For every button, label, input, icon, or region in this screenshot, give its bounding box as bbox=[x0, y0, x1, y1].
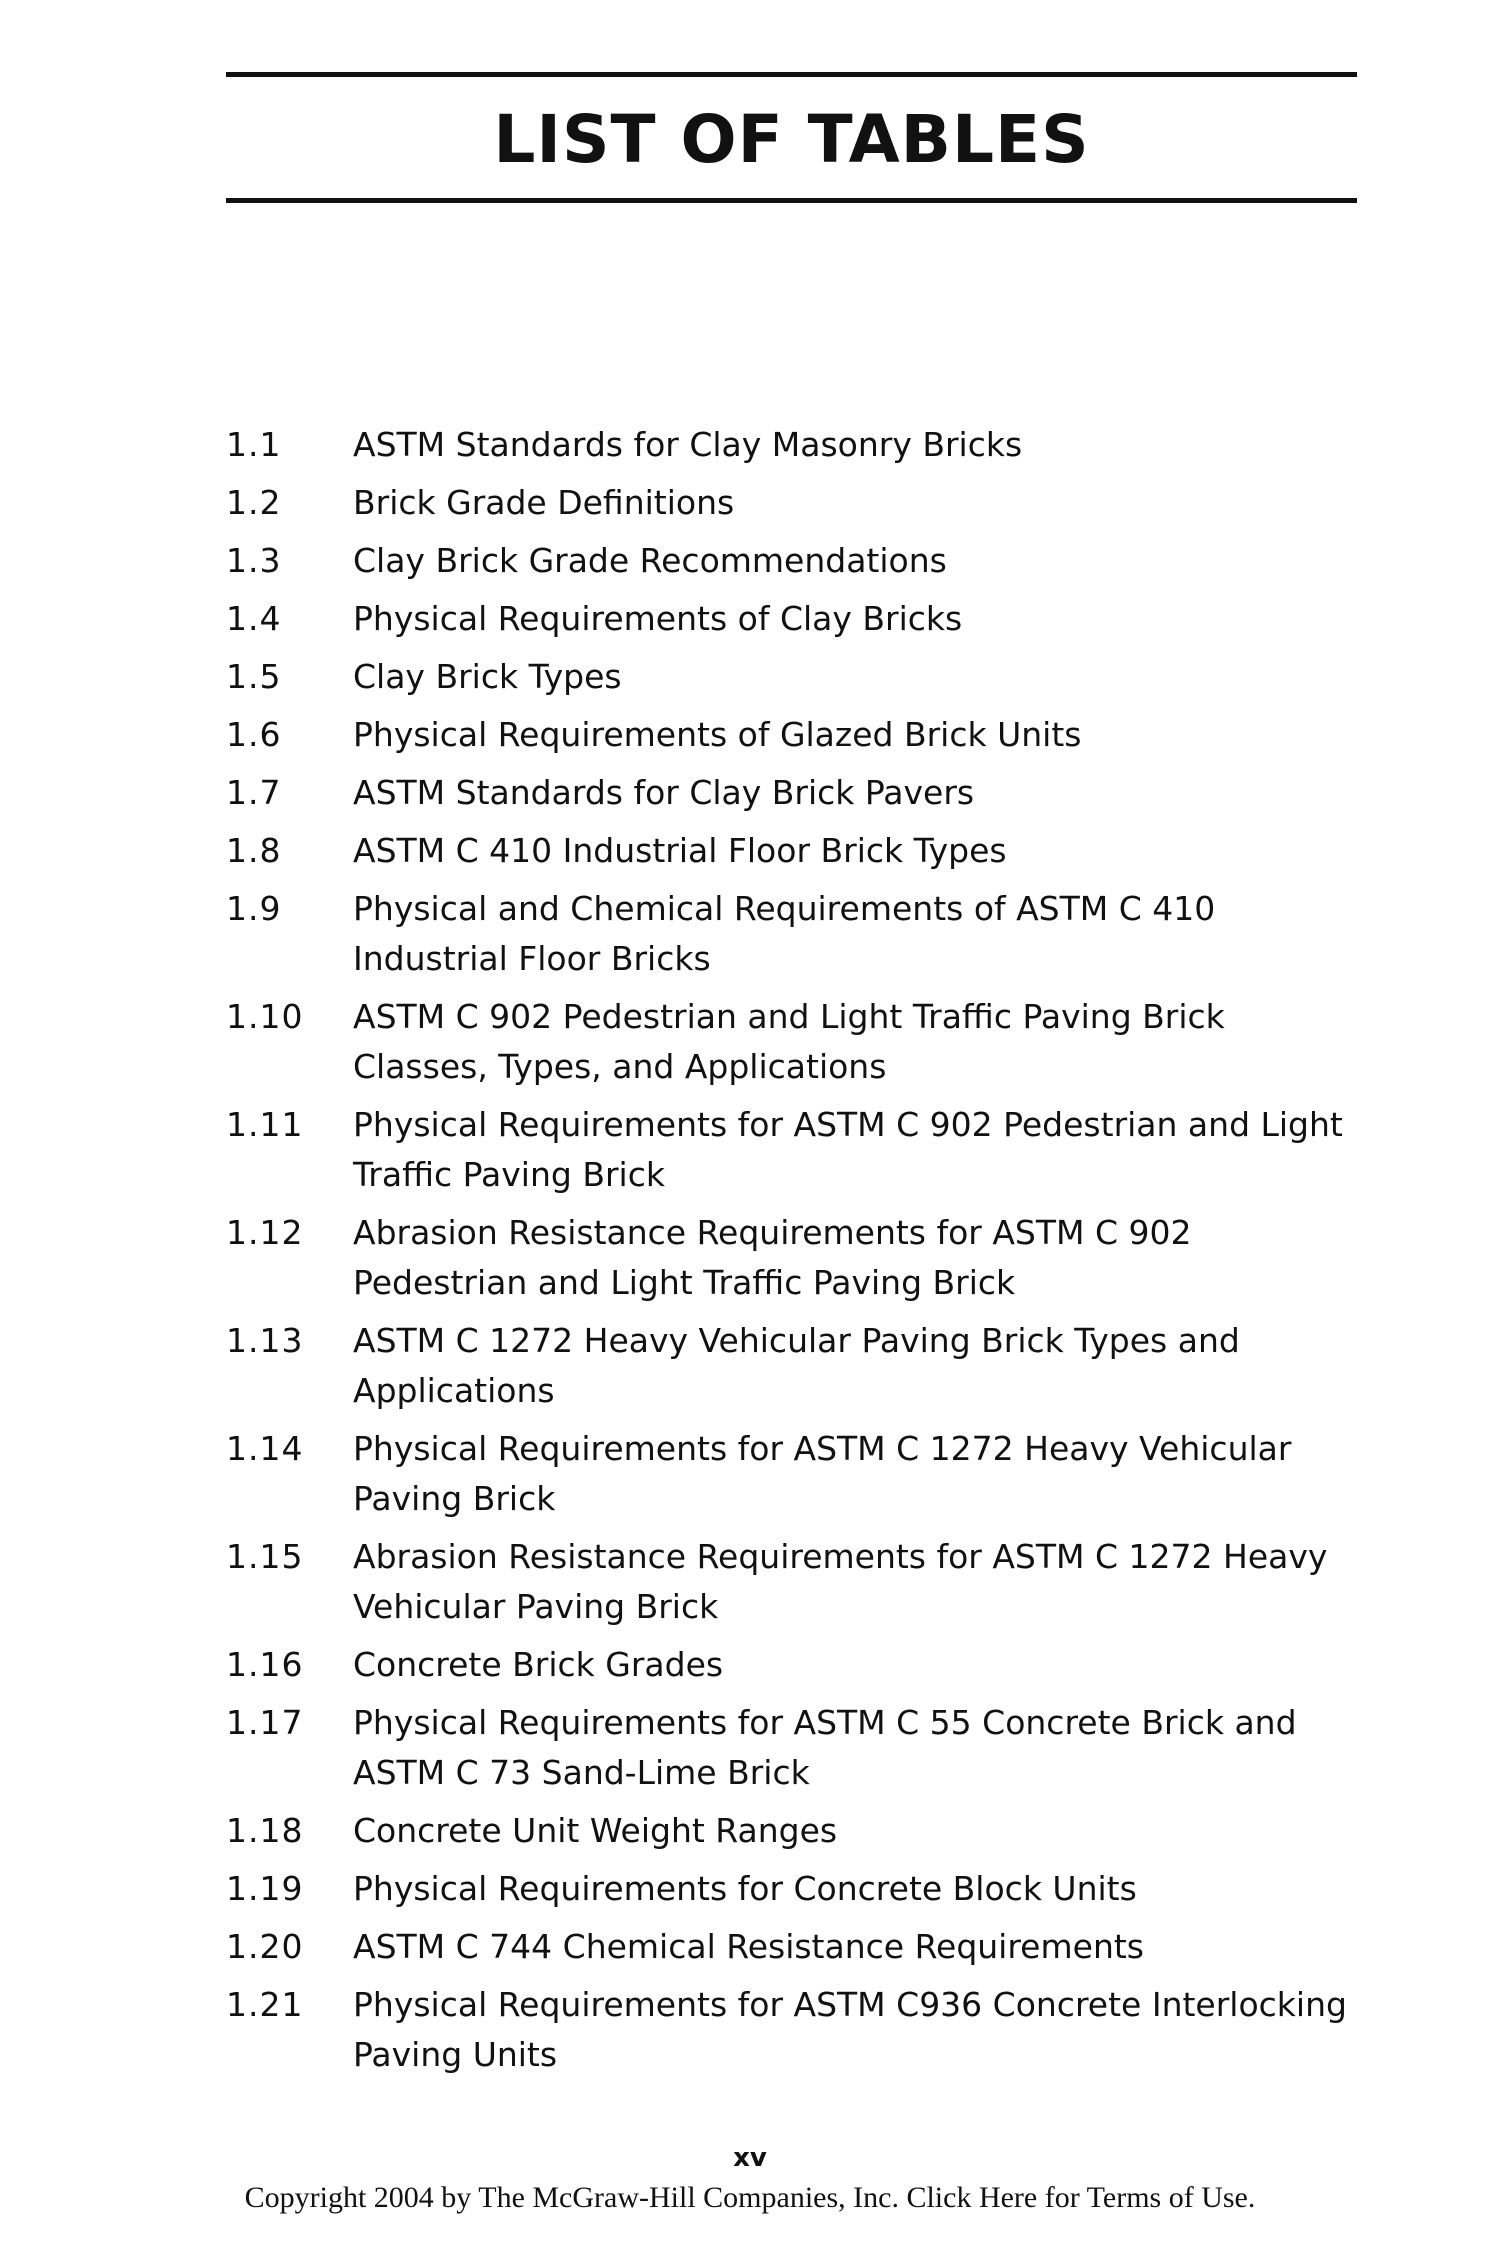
table-number: 1.12 bbox=[226, 1213, 304, 1252]
toc-entry[interactable] bbox=[226, 594, 1356, 644]
table-title: Concrete Brick Grades bbox=[353, 1645, 724, 1684]
table-number: 1.3 bbox=[226, 541, 282, 580]
table-number: 1.2 bbox=[226, 483, 282, 522]
table-number: 1.8 bbox=[226, 831, 282, 870]
table-number: 1.18 bbox=[226, 1811, 304, 1850]
table-number: 1.9 bbox=[226, 889, 282, 928]
toc-entry[interactable] bbox=[226, 1424, 1356, 1524]
table-title: ASTM Standards for Clay Masonry Bricks bbox=[353, 425, 1023, 464]
table-title: Physical Requirements for ASTM C 902 Pedestrian and Light Traffic Paving Brick bbox=[353, 1105, 1343, 1194]
table-title: Physical Requirements for ASTM C 55 Concrete Brick and ASTM C 73 Sand-Lime Brick bbox=[353, 1703, 1297, 1792]
page-title: LIST OF TABLES bbox=[493, 101, 1090, 178]
toc-entry[interactable] bbox=[226, 1640, 1356, 1690]
toc-entry[interactable] bbox=[226, 652, 1356, 702]
table-number: 1.6 bbox=[226, 715, 282, 754]
toc-entry[interactable] bbox=[226, 992, 1356, 1092]
table-title: Physical and Chemical Requirements of ASTM C 410 Industrial Floor Bricks bbox=[353, 889, 1216, 978]
toc-entry[interactable] bbox=[226, 884, 1356, 984]
toc-entry[interactable] bbox=[226, 826, 1356, 876]
toc-entry[interactable] bbox=[226, 1980, 1356, 2080]
table-title: ASTM C 410 Industrial Floor Brick Types bbox=[353, 831, 1007, 870]
table-title: Concrete Unit Weight Ranges bbox=[353, 1811, 838, 1850]
toc-entry[interactable] bbox=[226, 1532, 1356, 1632]
copyright-notice-link[interactable]: Copyright 2004 by The McGraw-Hill Companies, Inc. Click Here for Terms of Use. bbox=[244, 2181, 1256, 2214]
table-title: Physical Requirements for ASTM C936 Concrete Interlocking Paving Units bbox=[353, 1985, 1347, 2074]
table-title: Clay Brick Types bbox=[353, 657, 622, 696]
table-number: 1.5 bbox=[226, 657, 282, 696]
toc-entry[interactable] bbox=[226, 710, 1356, 760]
table-number: 1.13 bbox=[226, 1321, 304, 1360]
toc-entry[interactable] bbox=[226, 1100, 1356, 1200]
table-title: Clay Brick Grade Recommendations bbox=[353, 541, 947, 580]
toc-entry[interactable] bbox=[226, 1208, 1356, 1308]
table-number: 1.11 bbox=[226, 1105, 304, 1144]
table-number: 1.15 bbox=[226, 1537, 304, 1576]
table-title: ASTM Standards for Clay Brick Pavers bbox=[353, 773, 975, 812]
table-title: Physical Requirements of Clay Bricks bbox=[353, 599, 963, 638]
toc-entry[interactable] bbox=[226, 1864, 1356, 1914]
table-title: Physical Requirements for ASTM C 1272 Heavy Vehicular Paving Brick bbox=[353, 1429, 1292, 1518]
table-title: Physical Requirements for Concrete Block Units bbox=[353, 1869, 1137, 1908]
table-title: Brick Grade Definitions bbox=[353, 483, 735, 522]
list-of-tables bbox=[226, 420, 1356, 2088]
toc-entry[interactable] bbox=[226, 1316, 1356, 1416]
table-number: 1.4 bbox=[226, 599, 282, 638]
table-number: 1.21 bbox=[226, 1985, 304, 2024]
table-number: 1.10 bbox=[226, 997, 304, 1036]
table-title: ASTM C 744 Chemical Resistance Requirements bbox=[353, 1927, 1144, 1966]
table-number: 1.16 bbox=[226, 1645, 304, 1684]
toc-entry[interactable] bbox=[226, 478, 1356, 528]
toc-entry[interactable] bbox=[226, 1698, 1356, 1798]
toc-entry[interactable] bbox=[226, 1806, 1356, 1856]
table-title: Physical Requirements of Glazed Brick Units bbox=[353, 715, 1082, 754]
table-title: ASTM C 1272 Heavy Vehicular Paving Brick Types and Applications bbox=[353, 1321, 1240, 1410]
toc-entry[interactable] bbox=[226, 536, 1356, 586]
table-number: 1.1 bbox=[226, 425, 282, 464]
header-rule-top bbox=[226, 72, 1357, 77]
toc-entry[interactable] bbox=[226, 1922, 1356, 1972]
header-rule-bottom bbox=[226, 198, 1357, 203]
toc-entry[interactable] bbox=[226, 768, 1356, 818]
toc-entry[interactable] bbox=[226, 420, 1356, 470]
table-number: 1.14 bbox=[226, 1429, 304, 1468]
table-title: Abrasion Resistance Requirements for ASTM C 1272 Heavy Vehicular Paving Brick bbox=[353, 1537, 1328, 1626]
page-number: xv bbox=[733, 2143, 767, 2173]
table-number: 1.17 bbox=[226, 1703, 304, 1742]
table-title: Abrasion Resistance Requirements for ASTM C 902 Pedestrian and Light Traffic Paving Brick bbox=[353, 1213, 1192, 1302]
table-title: ASTM C 902 Pedestrian and Light Traffic Paving Brick Classes, Types, and Applications bbox=[353, 997, 1225, 1086]
table-number: 1.20 bbox=[226, 1927, 304, 1966]
table-number: 1.7 bbox=[226, 773, 282, 812]
table-number: 1.19 bbox=[226, 1869, 304, 1908]
